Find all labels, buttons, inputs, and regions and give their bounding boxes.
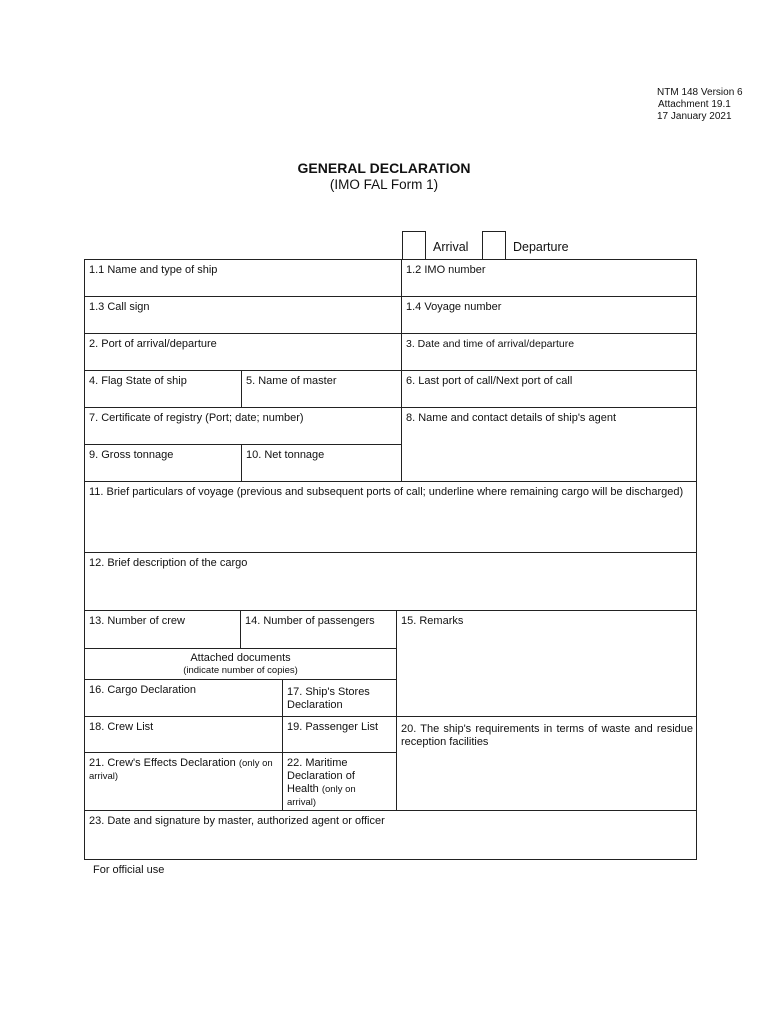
arrival-checkbox[interactable] — [402, 231, 426, 260]
ships-stores-declaration-field[interactable]: 17. Ship's Stores Declaration — [287, 686, 370, 711]
date-time-arrival-departure-field[interactable]: 3. Date and time of arrival/departure — [406, 338, 575, 350]
attachment-number: Attachment 19.1 — [658, 99, 731, 110]
waste-reception-requirements-field[interactable]: 20. The ship's requirements in terms of waste and residue reception facilities — [401, 723, 693, 748]
departure-label: Departure — [513, 240, 569, 254]
ship-agent-field[interactable]: 8. Name and contact details of ship's agent — [406, 412, 617, 424]
departure-checkbox[interactable] — [482, 231, 506, 260]
form-title-sub: (IMO FAL Form 1) — [329, 177, 439, 192]
crews-effects-label: 21. Crew's Effects Declaration — [89, 757, 236, 769]
last-next-port-field[interactable]: 6. Last port of call/Next port of call — [406, 375, 573, 387]
crews-effects-note: (only on arrival) — [89, 758, 273, 782]
maritime-health-label: 22. Maritime Declaration of Health — [287, 757, 355, 795]
maritime-health-note: (only on arrival) — [287, 784, 356, 808]
attached-documents-note: (indicate number of copies) — [183, 665, 298, 676]
document-date: 17 January 2021 — [657, 111, 732, 122]
remarks-field[interactable]: 15. Remarks — [401, 615, 464, 627]
name-of-master-field[interactable]: 5. Name of master — [246, 375, 337, 387]
crews-effects-declaration-field[interactable] — [89, 757, 279, 783]
form-title-main: GENERAL DECLARATION — [297, 160, 471, 176]
crew-list-field[interactable]: 18. Crew List — [89, 721, 154, 733]
certificate-registry-field[interactable]: 7. Certificate of registry (Port; date; number) — [89, 412, 304, 424]
attached-documents-heading: Attached documents — [190, 652, 291, 664]
voyage-number-field[interactable]: 1.4 Voyage number — [406, 301, 502, 313]
number-of-passengers-field[interactable]: 14. Number of passengers — [245, 615, 375, 627]
net-tonnage-field[interactable]: 10. Net tonnage — [246, 449, 325, 461]
call-sign-field[interactable]: 1.3 Call sign — [89, 301, 150, 313]
flag-state-field[interactable]: 4. Flag State of ship — [89, 375, 187, 387]
cargo-declaration-field[interactable]: 16. Cargo Declaration — [89, 684, 197, 696]
port-arrival-departure-field[interactable]: 2. Port of arrival/departure — [89, 338, 217, 350]
voyage-particulars-field[interactable]: 11. Brief particulars of voyage (previous and subsequent ports of call; underline where remaining cargo will be discharged) — [89, 486, 684, 498]
number-of-crew-field[interactable]: 13. Number of crew — [89, 615, 185, 627]
document-reference: NTM 148 Version 6 — [657, 87, 743, 98]
cargo-description-field[interactable]: 12. Brief description of the cargo — [89, 557, 248, 569]
name-type-of-ship-field[interactable]: 1.1 Name and type of ship — [89, 264, 218, 276]
arrival-label: Arrival — [433, 240, 469, 254]
master-signature-field[interactable]: 23. Date and signature by master, authorized agent or officer — [89, 815, 385, 827]
maritime-health-declaration-field[interactable] — [287, 757, 367, 809]
official-use-label: For official use — [93, 864, 165, 876]
imo-number-field[interactable]: 1.2 IMO number — [406, 264, 486, 276]
passenger-list-field[interactable]: 19. Passenger List — [287, 721, 379, 733]
gross-tonnage-field[interactable]: 9. Gross tonnage — [89, 449, 174, 461]
